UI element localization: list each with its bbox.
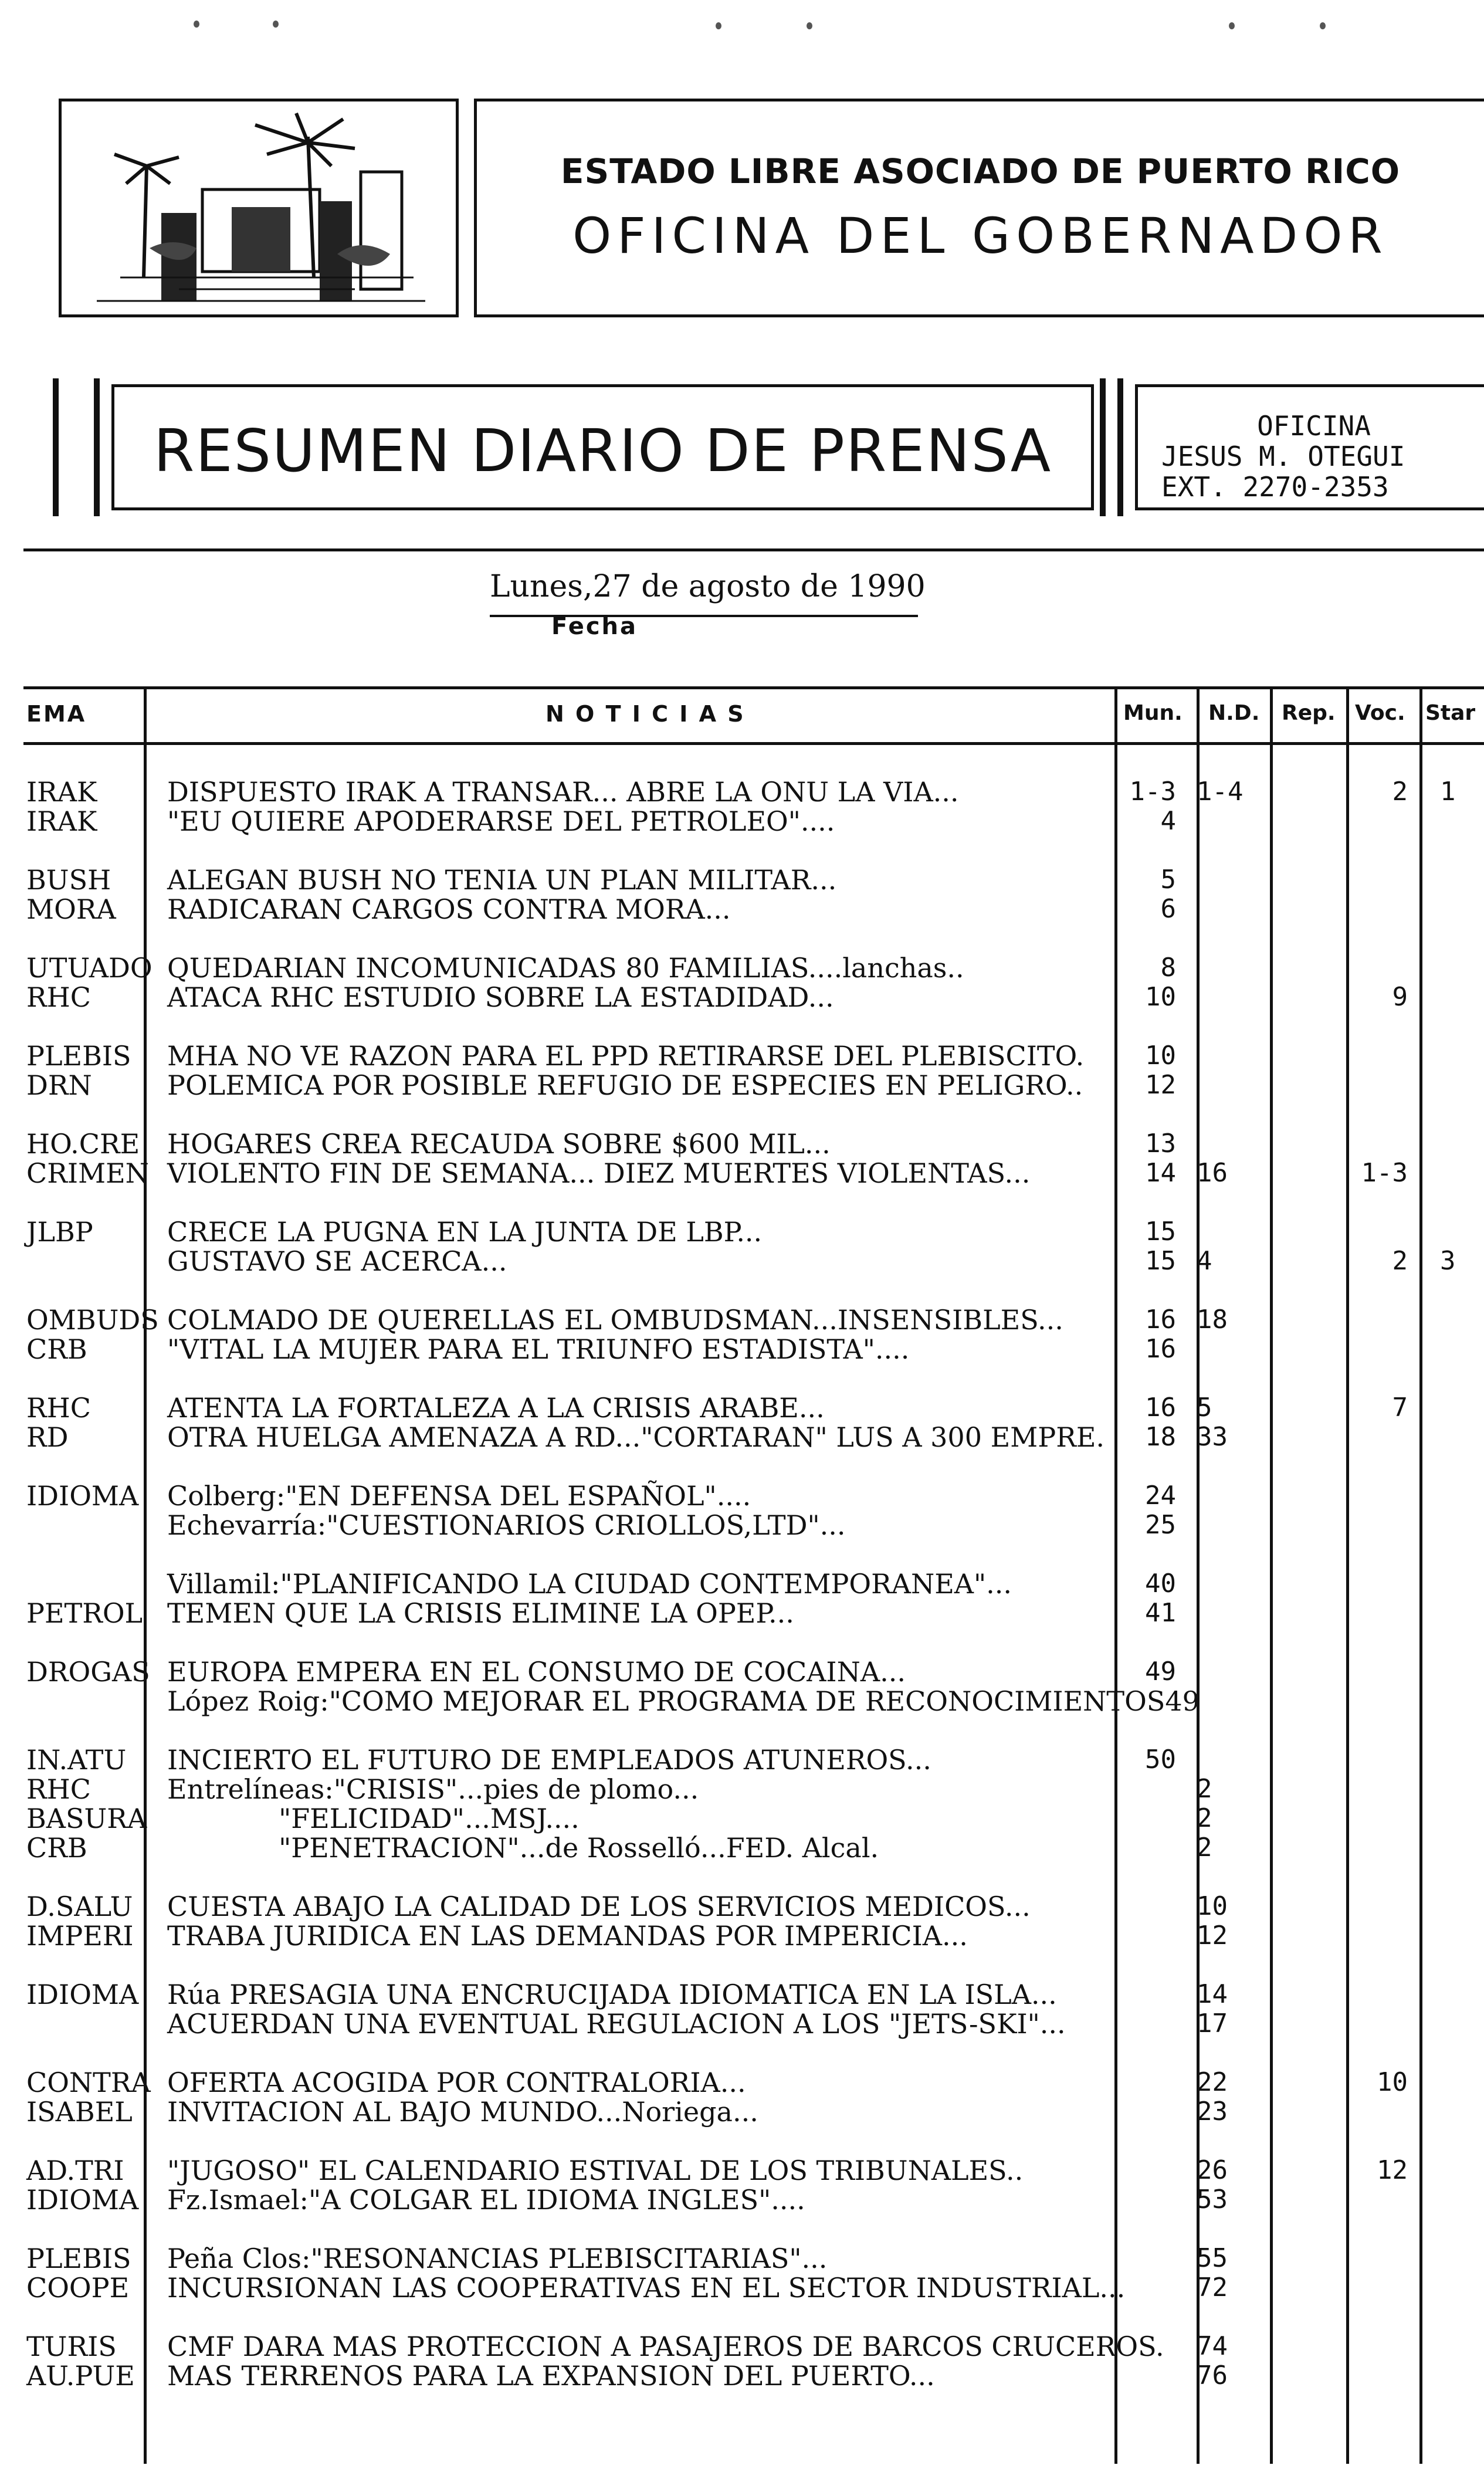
col-voc-header: Voc. [1355,701,1405,725]
row-tema: RHC [26,1773,91,1805]
row-headline: EUROPA EMPERA EN EL CONSUMO DE COCAINA... [167,1656,906,1688]
row-tema: BASURA [26,1803,147,1834]
row-mun: 40 [1145,1569,1176,1599]
row-nd: 76 [1197,2361,1228,2390]
row-headline: "JUGOSO" EL CALENDARIO ESTIVAL DE LOS TRIBUNALES.. [167,2155,1024,2186]
oficina-name: JESUS M. OTEGUI [1161,441,1405,472]
row-mun: 49 [1145,1657,1176,1687]
row-nd: 18 [1197,1305,1228,1335]
row-mun: 41 [1145,1598,1176,1628]
row-nd: 74 [1197,2331,1228,2361]
row-tema: AD.TRI [26,2155,124,2186]
row-tema: IDIOMA [26,1979,139,2010]
row-nd: 16 [1197,1158,1228,1188]
col-rep-header: Rep. [1282,701,1336,725]
col-tema-header: EMA [26,701,87,727]
row-mun: 1-3 [1129,777,1176,807]
row-headline: INCURSIONAN LAS COOPERATIVAS EN EL SECTOR INDUSTRIAL... [167,2272,1126,2304]
row-headline: Villamil:"PLANIFICANDO LA CIUDAD CONTEMPORANEA"... [167,1568,1012,1600]
row-headline: Peña Clos:"RESONANCIAS PLEBISCITARIAS"... [167,2243,828,2274]
row-tema: MORA [26,893,116,925]
row-tema: ISABEL [26,2096,133,2128]
row-tema: TURIS [26,2331,117,2362]
row-mun: 8 [1160,953,1176,983]
title-line-1: ESTADO LIBRE ASOCIADO DE PUERTO RICO [560,151,1401,191]
row-headline: DISPUESTO IRAK A TRANSAR... ABRE LA ONU LA VIA... [167,776,959,808]
row-mun: 16 [1145,1393,1176,1423]
row-headline: "FELICIDAD"...MSJ.... [167,1803,580,1834]
row-tema: RHC [26,1392,91,1424]
row-headline: "PENETRACION"...de Rosselló...FED. Alcal. [167,1832,879,1864]
row-tema: OMBUDS [26,1304,159,1336]
row-tema: DROGAS [26,1656,150,1688]
punch-dot [1320,22,1326,29]
logo-box [59,99,459,317]
row-tema: CRIMEN [26,1157,149,1189]
row-headline: Echevarría:"CUESTIONARIOS CRIOLLOS,LTD"... [167,1509,846,1541]
row-headline: ATENTA LA FORTALEZA A LA CRISIS ARABE... [167,1392,825,1424]
row-headline: Fz.Ismael:"A COLGAR EL IDIOMA INGLES".... [167,2184,805,2216]
row-headline: ATACA RHC ESTUDIO SOBRE LA ESTADIDAD... [167,981,834,1013]
row-headline: CRECE LA PUGNA EN LA JUNTA DE LBP... [167,1216,763,1248]
row-tema: IDIOMA [26,2184,139,2216]
punch-dot [273,21,279,28]
row-headline: CMF DARA MAS PROTECCION A PASAJEROS DE BARCOS CRUCEROS. [167,2331,1164,2362]
row-nd: 1-4 [1197,777,1244,807]
col-mun-header: Mun. [1123,701,1183,725]
row-nd: 23 [1197,2097,1228,2127]
row-tema: IRAK [26,805,97,837]
row-nd: 14 [1197,1979,1228,2009]
banner-bar [1117,378,1123,516]
row-headline: "EU QUIERE APODERARSE DEL PETROLEO".... [167,805,835,837]
row-headline: RADICARAN CARGOS CONTRA MORA... [167,893,731,925]
row-headline: MAS TERRENOS PARA LA EXPANSION DEL PUERTO... [167,2360,935,2392]
row-headline: POLEMICA POR POSIBLE REFUGIO DE ESPECIES EN PELIGRO.. [167,1069,1083,1101]
row-tema: PETROL [26,1597,143,1629]
row-tema: RHC [26,981,91,1013]
row-headline: ACUERDAN UNA EVENTUAL REGULACION A LOS "JETS-SKI"... [167,2008,1066,2040]
oficina-label: OFICINA [1257,410,1371,442]
row-nd: 10 [1197,1891,1228,1921]
row-headline: MHA NO VE RAZON PARA EL PPD RETIRARSE DEL PLEBISCITO. [167,1040,1085,1072]
row-tema: IRAK [26,776,97,808]
row-voc: 2 [1392,777,1408,807]
row-tema: UTUADO [26,952,153,984]
row-tema: HO.CRE [26,1128,140,1160]
row-mun: 25 [1145,1510,1176,1540]
row-tema: D.SALU [26,1891,133,1922]
row-tema: PLEBIS [26,1040,131,1072]
row-voc: 7 [1392,1393,1408,1423]
row-mun: 16 [1145,1305,1176,1335]
col-divider [1346,686,1349,2464]
row-tema: CONTRA [26,2067,151,2098]
punch-dot [194,21,199,28]
row-star: 3 [1440,1246,1456,1276]
row-mun: 15 [1145,1246,1176,1276]
row-tema: JLBP [26,1216,93,1248]
row-tema: CRB [26,1333,87,1365]
row-headline: QUEDARIAN INCOMUNICADAS 80 FAMILIAS....lanchas.. [167,952,964,984]
row-nd: 2 [1197,1774,1212,1804]
row-tema: IN.ATU [26,1744,127,1776]
row-nd: 22 [1197,2067,1228,2097]
row-headline: COLMADO DE QUERELLAS EL OMBUDSMAN...INSENSIBLES... [167,1304,1063,1336]
row-mun: 5 [1160,865,1176,895]
table-header-rule [23,742,1484,745]
date-value: Lunes,27 de agosto de 1990 [490,569,926,604]
row-mun: 15 [1145,1217,1176,1247]
row-tema: PLEBIS [26,2243,131,2274]
row-nd: 55 [1197,2243,1228,2273]
row-tema: COOPE [26,2272,130,2304]
row-headline: OFERTA ACOGIDA POR CONTRALORIA... [167,2067,746,2098]
row-headline: OTRA HUELGA AMENAZA A RD..."CORTARAN" LUS A 300 EMPRE. [167,1421,1105,1453]
punch-dot [716,22,721,29]
fecha-label: Fecha [551,613,638,640]
row-nd: 12 [1197,1921,1228,1951]
row-tema: IDIOMA [26,1480,139,1512]
header-rule [23,548,1484,551]
row-voc: 12 [1377,2155,1408,2185]
row-headline: HOGARES CREA RECAUDA SOBRE $600 MIL... [167,1128,831,1160]
row-star: 1 [1440,777,1456,807]
row-nd: 4 [1197,1246,1212,1276]
row-headline: TRABA JURIDICA EN LAS DEMANDAS POR IMPERICIA... [167,1920,968,1952]
row-nd: 53 [1197,2185,1228,2215]
oficina-box [1135,384,1484,510]
row-headline: GUSTAVO SE ACERCA... [167,1245,507,1277]
row-mun: 6 [1160,894,1176,924]
banner-bar [94,378,100,516]
row-nd: 2 [1197,1803,1212,1833]
row-voc: 1-3 [1361,1158,1408,1188]
row-mun: 50 [1145,1745,1176,1775]
row-tema: AU.PUE [26,2360,135,2392]
table-top-rule [23,686,1484,689]
row-tema: BUSH [26,864,111,896]
row-voc: 9 [1392,982,1408,1012]
row-nd: 26 [1197,2155,1228,2185]
row-tema: RD [26,1421,69,1453]
col-star-header: Star [1425,701,1476,725]
col-nd-header: N.D. [1208,701,1260,725]
row-mun: 13 [1145,1129,1176,1159]
row-headline: "VITAL LA MUJER PARA EL TRIUNFO ESTADISTA".... [167,1333,910,1365]
row-headline: López Roig:"COMO MEJORAR EL PROGRAMA DE RECONOCIMIENTOS49 [167,1685,1200,1717]
col-divider [1270,686,1273,2464]
row-headline: TEMEN QUE LA CRISIS ELIMINE LA OPEP... [167,1597,794,1629]
row-nd: 33 [1197,1422,1228,1452]
row-mun: 10 [1145,1041,1176,1071]
oficina-ext: EXT. 2270-2353 [1161,471,1389,503]
col-noticias-header: N O T I C I A S [546,701,746,727]
row-tema: DRN [26,1069,92,1101]
row-headline: ALEGAN BUSH NO TENIA UN PLAN MILITAR... [167,864,837,896]
row-nd: 72 [1197,2273,1228,2302]
row-headline: Colberg:"EN DEFENSA DEL ESPAÑOL".... [167,1480,751,1512]
banner-bar [1100,378,1106,516]
row-mun: 24 [1145,1481,1176,1511]
row-mun: 14 [1145,1158,1176,1188]
row-mun: 18 [1145,1422,1176,1452]
row-mun: 16 [1145,1334,1176,1364]
row-headline: Entrelíneas:"CRISIS"...pies de plomo... [167,1773,699,1805]
resumen-box [111,384,1094,510]
punch-dot [1229,22,1235,29]
col-divider [1419,686,1422,2464]
oficina-info [1161,411,1466,502]
fortaleza-logo-icon [62,101,456,314]
row-voc: 2 [1392,1246,1408,1276]
resumen-title: RESUMEN DIARIO DE PRENSA [153,417,1052,485]
row-tema: IMPERI [26,1920,134,1952]
row-headline: Rúa PRESAGIA UNA ENCRUCIJADA IDIOMATICA EN LA ISLA... [167,1979,1057,2010]
row-headline: VIOLENTO FIN DE SEMANA... DIEZ MUERTES VIOLENTAS... [167,1157,1031,1189]
banner-bar [53,378,59,516]
row-headline: CUESTA ABAJO LA CALIDAD DE LOS SERVICIOS MEDICOS... [167,1891,1031,1922]
punch-dot [807,22,812,29]
row-mun: 10 [1145,982,1176,1012]
title-box [474,99,1484,317]
row-nd: 5 [1197,1393,1212,1423]
row-headline: INVITACION AL BAJO MUNDO...Noriega... [167,2096,758,2128]
row-mun: 4 [1160,806,1176,836]
title-line-2: OFICINA DEL GOBERNADOR [572,207,1388,265]
row-headline: INCIERTO EL FUTURO DE EMPLEADOS ATUNEROS... [167,1744,931,1776]
row-tema: CRB [26,1832,87,1864]
row-voc: 10 [1377,2067,1408,2097]
row-nd: 2 [1197,1833,1212,1863]
row-mun: 12 [1145,1070,1176,1100]
row-nd: 17 [1197,2009,1228,2039]
